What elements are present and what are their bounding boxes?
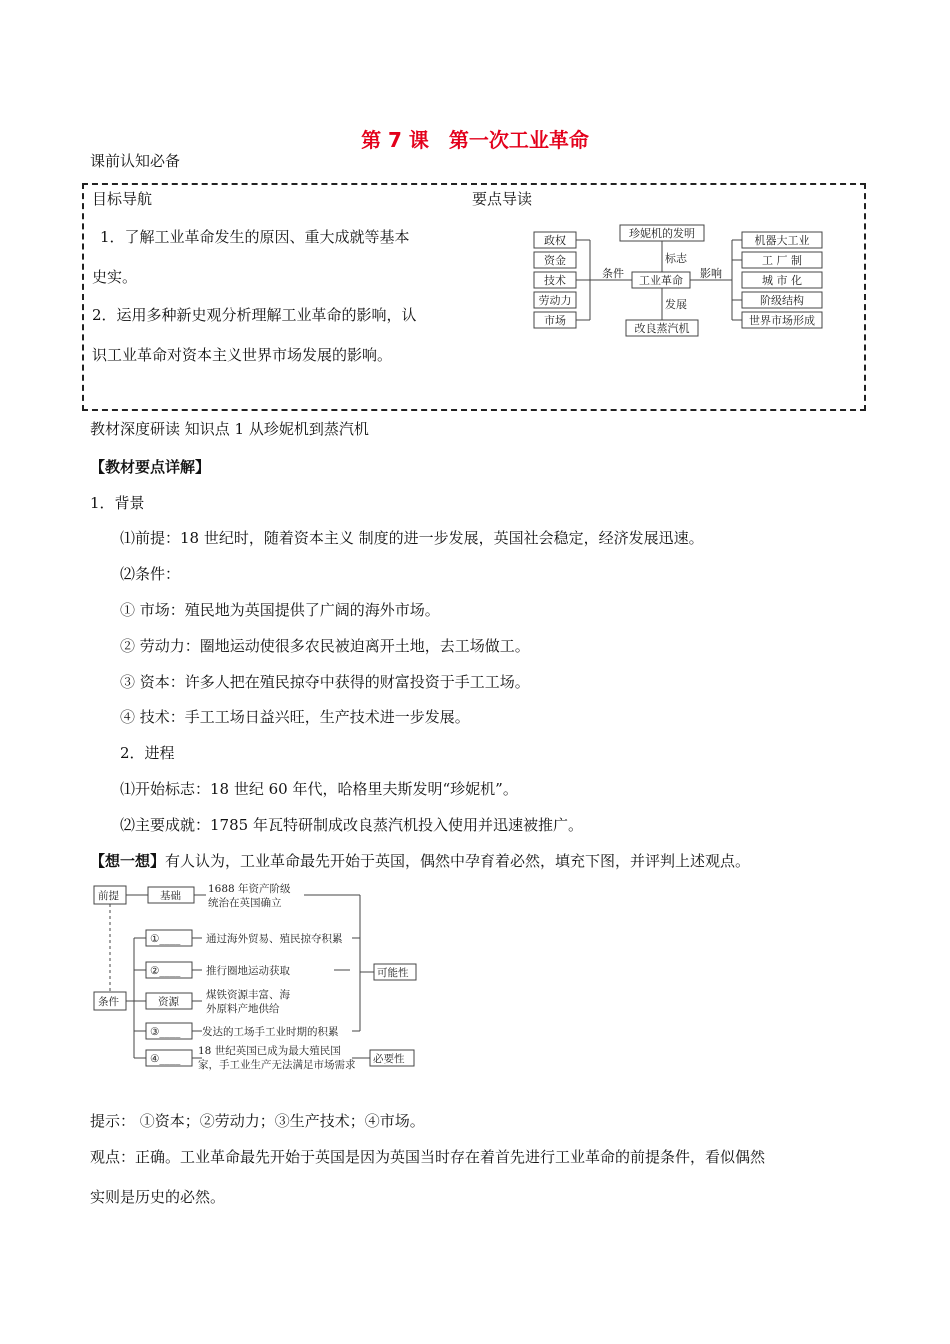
effect-node: 城 市 化 bbox=[762, 274, 802, 287]
diag-b3-text: 发达的工场手工业时期的积累 bbox=[202, 1026, 339, 1038]
diag-base: 基础 bbox=[160, 890, 181, 902]
page-title: 第 7 课 第一次工业革命 bbox=[361, 128, 589, 152]
cond-node: 资金 bbox=[544, 254, 566, 267]
effect-node: 工 厂 制 bbox=[762, 254, 802, 267]
item-start: ⑴开始标志：18 世纪 60 年代，哈格里夫斯发明“珍妮机”。 bbox=[120, 780, 518, 798]
diag-res-text: 煤铁资源丰富、海 bbox=[206, 989, 290, 1001]
item-c4: ④ 技术：手工工场日益兴旺，生产技术进一步发展。 bbox=[120, 708, 470, 726]
diag-blank-4: ④____ bbox=[150, 1053, 181, 1065]
detail-header: 【教材要点详解】 bbox=[90, 458, 211, 476]
diag-possible: 可能性 bbox=[377, 967, 409, 979]
diag-b4-text: 家，手工业生产无法满足市场需求 bbox=[198, 1059, 356, 1071]
diag-b1-text: 通过海外贸易、殖民掠夺积累 bbox=[206, 933, 343, 945]
goal-2a: 2．运用多种新史观分析理解工业革命的影响，认 bbox=[92, 306, 417, 324]
cond-node: 政权 bbox=[544, 234, 566, 247]
diag-necessary: 必要性 bbox=[373, 1053, 405, 1065]
diag-base-text: 统治在英国确立 bbox=[208, 897, 282, 909]
cond-node: 技术 bbox=[544, 274, 566, 287]
cond-label: 条件 bbox=[602, 267, 624, 280]
top-node: 珍妮机的发明 bbox=[629, 227, 695, 240]
diag-blank-3: ③____ bbox=[150, 1026, 181, 1038]
cond-node: 劳动力 bbox=[538, 294, 572, 307]
goal-2b: 识工业革命对资本主义世界市场发展的影响。 bbox=[92, 346, 393, 364]
diag-b4-text: 18 世纪英国已成为最大殖民国 bbox=[198, 1045, 341, 1057]
item-premise: ⑴前提：18 世纪时，随着资本主义 制度的进一步发展，英国社会稳定，经济发展迅速。 bbox=[120, 529, 704, 547]
effect-node: 世界市场形成 bbox=[749, 314, 815, 327]
diag-blank-2: ②____ bbox=[150, 965, 181, 977]
item-conditions: ⑵条件： bbox=[120, 565, 181, 583]
goal-1b: 史实。 bbox=[92, 268, 138, 286]
item-c3: ③ 资本：许多人把在殖民掠夺中获得的财富投资于手工工场。 bbox=[120, 673, 530, 691]
study-line: 教材深度研读 知识点 1 从珍妮机到蒸汽机 bbox=[90, 420, 369, 438]
view-line-2: 实则是历史的必然。 bbox=[90, 1188, 226, 1206]
bottom-node: 改良蒸汽机 bbox=[634, 322, 690, 335]
keypoint-header: 要点导读 bbox=[472, 190, 533, 208]
think-text: 有人认为，工业革命最先开始于英国，偶然中孕育着必然，填充下图，并评判上述观点。 bbox=[165, 852, 751, 870]
think-line bbox=[90, 850, 750, 871]
diag-resource: 资源 bbox=[158, 996, 179, 1008]
diag-cond: 条件 bbox=[98, 996, 119, 1008]
effect-label: 影响 bbox=[700, 267, 722, 280]
item-achieve: ⑵主要成就：1785 年瓦特研制成改良蒸汽机投入使用并迅速被推广。 bbox=[120, 816, 583, 834]
item-c1: ① 市场：殖民地为英国提供了广阔的海外市场。 bbox=[120, 601, 440, 619]
diag-premise: 前提 bbox=[98, 890, 119, 902]
item-c2: ② 劳动力：圈地运动使很多农民被迫离开土地，去工场做工。 bbox=[120, 637, 530, 655]
goal-1a: 1．了解工业革命发生的原因、重大成就等基本 bbox=[100, 228, 410, 246]
diag-res-text: 外原料产地供给 bbox=[206, 1003, 280, 1015]
think-diagram bbox=[90, 878, 420, 1083]
cond-node: 市场 bbox=[544, 314, 566, 327]
diag-blank-1: ①____ bbox=[150, 933, 181, 945]
bottom-label: 发展 bbox=[665, 298, 687, 311]
section-pre-class: 课前认知必备 bbox=[90, 152, 181, 170]
view-line-1: 观点：正确。工业革命最先开始于英国是因为英国当时存在着首先进行工业革命的前提条件，看似偶然 bbox=[90, 1148, 766, 1166]
item-background: 1．背景 bbox=[90, 494, 145, 512]
effect-node: 机器大工业 bbox=[754, 234, 810, 247]
think-label: 【想一想】 bbox=[90, 852, 166, 870]
item-progress: 2．进程 bbox=[120, 744, 175, 762]
goal-header: 目标导航 bbox=[92, 190, 153, 208]
diag-b2-text: 推行圈地运动获取 bbox=[206, 965, 290, 977]
center-node: 工业革命 bbox=[639, 274, 683, 287]
hint-line: 提示： ①资本；②劳动力；③生产技术；④市场。 bbox=[90, 1112, 425, 1130]
top-label: 标志 bbox=[665, 252, 687, 265]
keypoint-mindmap bbox=[528, 222, 828, 342]
effect-node: 阶级结构 bbox=[760, 294, 804, 307]
diag-base-text: 1688 年资产阶级 bbox=[208, 883, 291, 895]
